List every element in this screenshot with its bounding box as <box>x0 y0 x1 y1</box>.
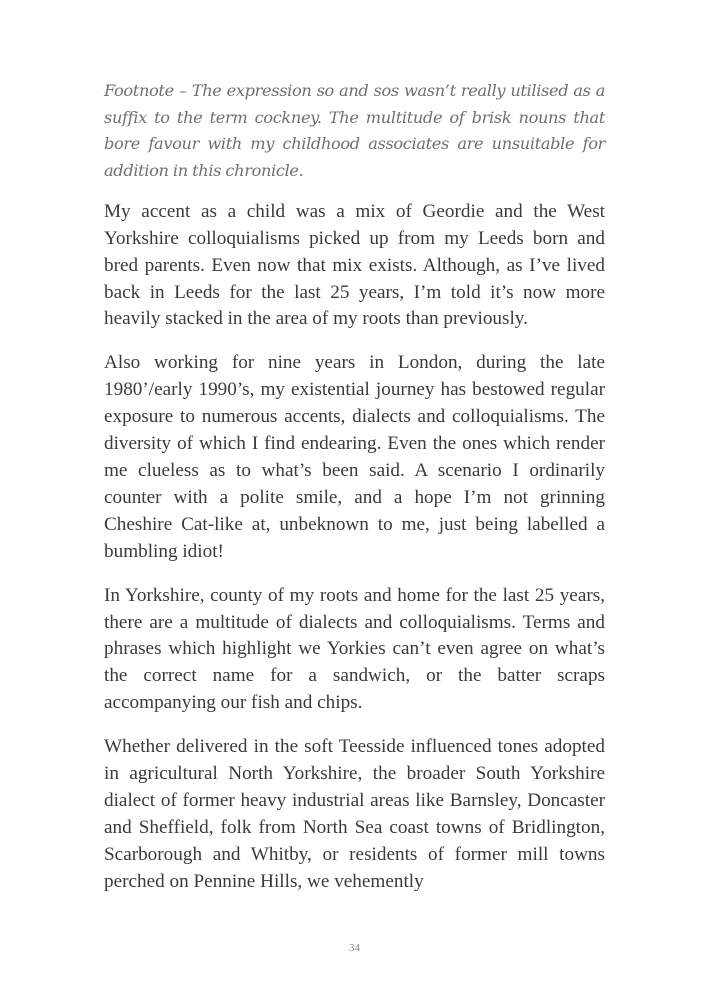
footnote: Footnote – The expression so and sos wasn’t really utilised as a suffix to the term cockney. The multitude of brisk nouns that bore favour with my childhood associates are unsuitable for addition in this chronicle. <box>104 81 605 181</box>
page-number: 34 <box>349 942 360 954</box>
paragraph-accent: My accent as a child was a mix of Geordie and the West Yorkshire colloquialisms picked up from my Leeds born and bred parents. Even now that mix exists. Although, as I’ve lived back in Leeds for the last 25 years, I’m told it’s now more heavily stacked in the area of my roots than previously. <box>104 200 605 330</box>
paragraph-london: Also working for nine years in London, during the late 1980’/early 1990’s, my existential journey has bestowed regular exposure to numerous accents, dialects and colloquialisms. The diversity of which I find endearing. Even the ones which render me clueless as to what’s been said. A scenario I ordinarily counter with a polite smile, and a hope I’m not grinning Cheshire Cat-like at, unbeknown to me, just being labelled a bumbling idiot! <box>104 352 605 562</box>
document-page <box>104 78 605 913</box>
paragraph-yorkshire: In Yorkshire, county of my roots and home for the last 25 years, there are a multitude of dialects and colloquialisms. Terms and phrases which highlight we Yorkies can’t even agree on what’s the correct name for a sandwich, or the batter scraps accompanying our fish and chips. <box>104 584 605 714</box>
paragraph-dialects: Whether delivered in the soft Teesside influenced tones adopted in agricultural North Yorkshire, the broader South Yorkshire dialect of former heavy industrial areas like Barnsley, Doncaster and Sheffield, folk from North Sea coast towns of Bridlington, Scarborough and Whitby, or residents of former mill towns perched on Pennine Hills, we vehemently <box>104 736 605 892</box>
